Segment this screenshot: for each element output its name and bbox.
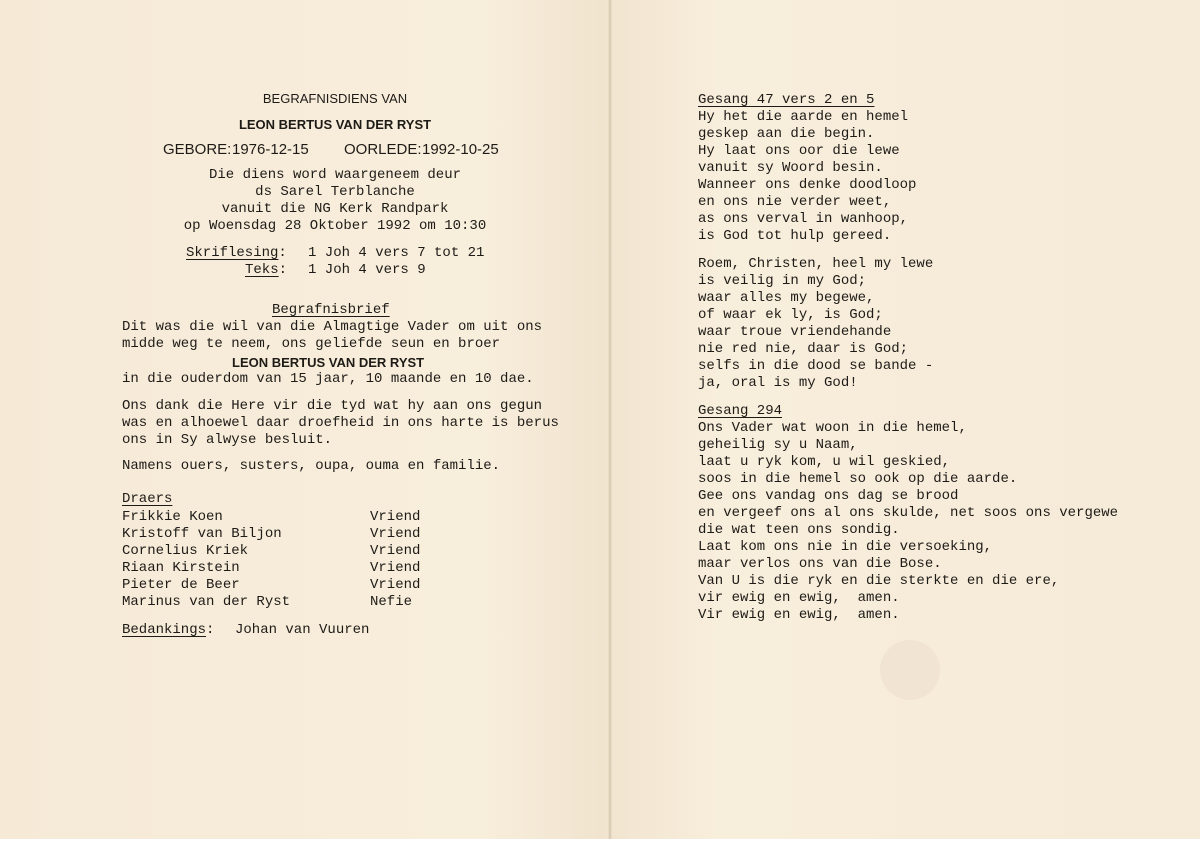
service-line: vanuit die NG Kerk Randpark [221, 201, 449, 217]
right-page [612, 0, 1200, 849]
thanks-line: Ons dank die Here vir die tyd wat hy aan ons gegun [122, 398, 543, 414]
acknowledgements-label: Bedankings: [122, 622, 215, 638]
hymn2-line: Vir ewig en ewig, amen. [698, 607, 900, 623]
hymn1-line: selfs in die dood se bande - [698, 358, 934, 374]
hymn2-line: maar verlos ons van die Bose. [698, 556, 942, 572]
bearer-name: Cornelius Kriek [122, 543, 249, 559]
acknowledgements-value: Johan van Vuuren [235, 622, 370, 638]
reading-label-text: Skriflesing [186, 245, 279, 261]
thanks-line: was en alhoewel daar droefheid in ons harte is berus [122, 415, 559, 431]
bearers-title: Draers [122, 491, 173, 507]
hymn2-line: Van U is die ryk en die sterkte en die ere, [698, 573, 1060, 589]
service-line: op Woensdag 28 Oktober 1992 om 10:30 [183, 218, 487, 234]
hymn2-line: geheilig sy u Naam, [698, 437, 858, 453]
letter-title: Begrafnisbrief [272, 302, 390, 318]
hymn2-line: soos in die hemel so ook op die aarde. [698, 471, 1018, 487]
hymn1-line: Wanneer ons denke doodloop [698, 177, 917, 193]
hymn2-line: die wat teen ons sondig. [698, 522, 900, 538]
reading-label: Skriflesing: [186, 245, 287, 261]
letter-name: LEON BERTUS VAN DER RYST [232, 355, 425, 370]
hymn1-line: Hy het die aarde en hemel [698, 109, 909, 125]
letter-line: in die ouderdom van 15 jaar, 10 maande en 10 dae. [122, 371, 534, 387]
bearer-relation: Vriend [370, 577, 421, 593]
text-label: Teks: [245, 262, 288, 278]
letter-line: Dit was die wil van die Almagtige Vader om uit ons [122, 319, 543, 335]
hymn1-line: ja, oral is my God! [698, 375, 858, 391]
hymn2-line: Laat kom ons nie in die versoeking, [698, 539, 993, 555]
text-value: 1 Joh 4 vers 9 [308, 262, 426, 278]
service-heading: BEGRAFNISDIENS VAN [262, 91, 408, 106]
hymn2-line: Ons Vader wat woon in die hemel, [698, 420, 967, 436]
born-date: 1976-12-15 [232, 141, 309, 158]
acknowledgements-label-text: Bedankings [122, 622, 207, 638]
hymn1-line: Roem, Christen, heel my lewe [698, 256, 934, 272]
hymn2-line: Gee ons vandag ons dag se brood [698, 488, 959, 504]
hymn1-line: waar troue vriendehande [698, 324, 892, 340]
bearer-relation: Vriend [370, 560, 421, 576]
hymn1-line: nie red nie, daar is God; [698, 341, 909, 357]
text-label-text: Teks [245, 262, 279, 278]
bearer-name: Riaan Kirstein [122, 560, 240, 576]
hymn1-line: of waar ek ly, is God; [698, 307, 883, 323]
thanks-line: ons in Sy alwyse besluit. [122, 432, 333, 448]
bearer-name: Kristoff van Biljon [122, 526, 282, 542]
hymn2-line: vir ewig en ewig, amen. [698, 590, 900, 606]
hymn1-line: vanuit sy Woord besin. [698, 160, 883, 176]
bearer-relation: Vriend [370, 543, 421, 559]
hymn1-line: Hy laat ons oor die lewe [698, 143, 900, 159]
bearer-relation: Nefie [370, 594, 413, 610]
died-date: 1992-10-25 [422, 141, 499, 158]
bearer-name: Marinus van der Ryst [122, 594, 291, 610]
hymn1-line: is veilig in my God; [698, 273, 867, 289]
reading-value: 1 Joh 4 vers 7 tot 21 [308, 245, 485, 261]
service-line: Die diens word waargeneem deur [208, 167, 462, 183]
hymn2-line: en vergeef ons al ons skulde, net soos ons vergewe [698, 505, 1119, 521]
family-signature: Namens ouers, susters, oupa, ouma en familie. [122, 458, 501, 474]
born-label: GEBORE: [163, 141, 232, 158]
bearer-name: Frikkie Koen [122, 509, 223, 525]
deceased-name: LEON BERTUS VAN DER RYST [238, 117, 432, 132]
hymn2-title: Gesang 294 [698, 403, 783, 419]
paper-bottom-edge [0, 839, 1200, 849]
hymn1-line: en ons nie verder weet, [698, 194, 892, 210]
hymn1-title: Gesang 47 vers 2 en 5 [698, 92, 875, 108]
bearer-relation: Vriend [370, 509, 421, 525]
bearer-name: Pieter de Beer [122, 577, 240, 593]
hymn1-line: is God tot hulp gereed. [698, 228, 892, 244]
hymn1-line: waar alles my begewe, [698, 290, 875, 306]
letter-line: midde weg te neem, ons geliefde seun en broer [122, 336, 501, 352]
bearer-relation: Vriend [370, 526, 421, 542]
hymn1-line: geskep aan die begin. [698, 126, 875, 142]
died-label: OORLEDE: [344, 141, 422, 158]
hymn2-line: laat u ryk kom, u wil geskied, [698, 454, 951, 470]
service-line: ds Sarel Terblanche [255, 184, 415, 200]
hymn1-line: as ons verval in wanhoop, [698, 211, 909, 227]
